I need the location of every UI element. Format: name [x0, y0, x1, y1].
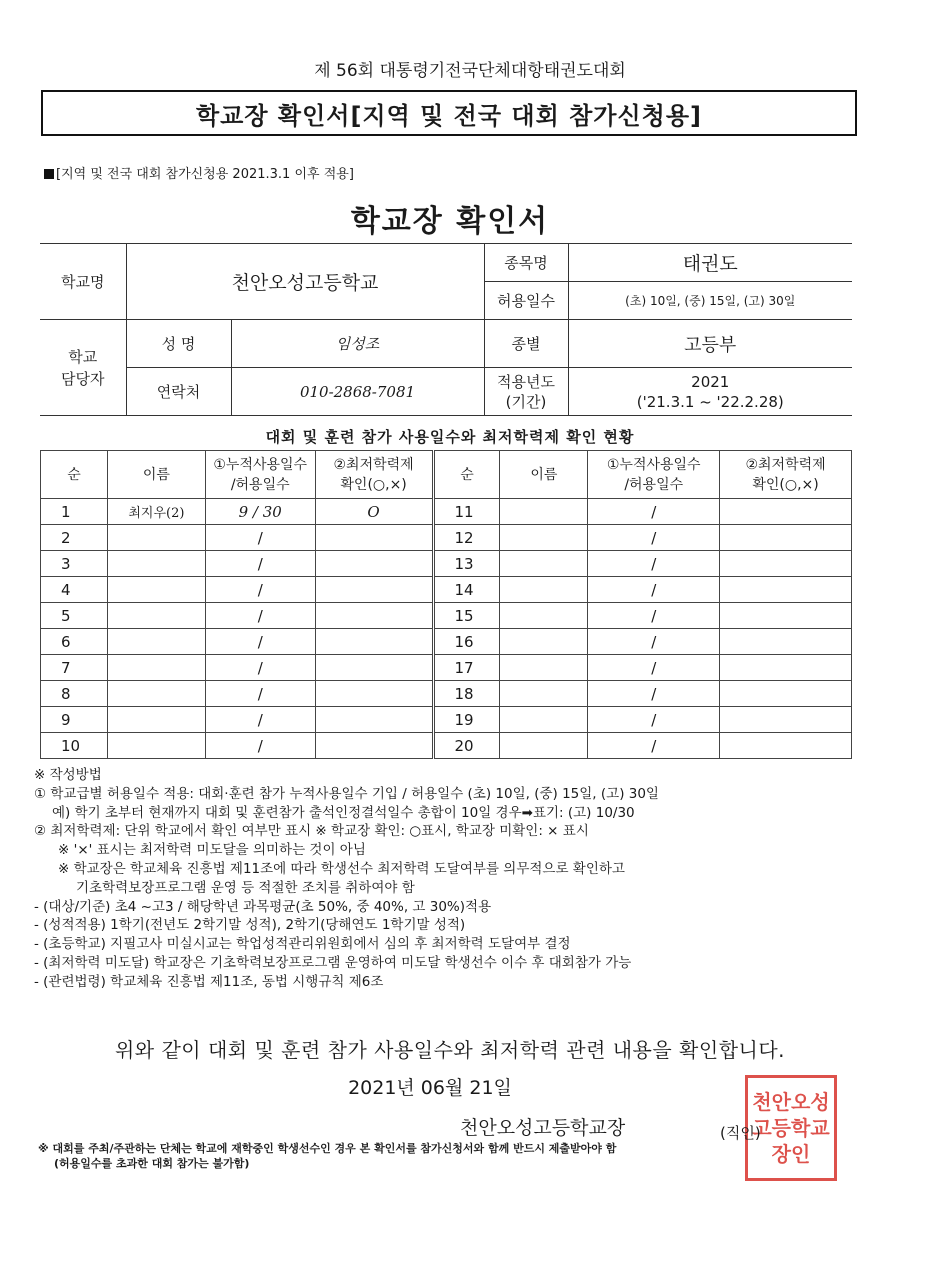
col-days-line1: ①누적사용일수 — [606, 456, 701, 473]
row-number: 9 — [41, 707, 108, 733]
manager-name-value: 임성조 — [231, 320, 484, 368]
usage-table-body — [41, 499, 852, 759]
school-seal-stamp: 천안오성 고등학교 장인 — [745, 1075, 837, 1181]
manager-label-line2: 담당자 — [61, 369, 105, 388]
student-name — [107, 733, 205, 759]
table-row — [41, 707, 852, 733]
academic-check — [315, 629, 433, 655]
col-check-line1: ②최저학력제 — [333, 456, 414, 473]
manager-label-line1: 학교 — [68, 347, 98, 366]
detail-elementary: - (초등학교) 지필고사 미실시교는 학업성적관리위원회에서 심의 후 최저학력 도달여부 결정 — [34, 936, 571, 953]
col-check-line2: 확인(○,×) — [752, 476, 819, 493]
academic-check — [720, 577, 852, 603]
days-used: / — [205, 707, 315, 733]
school-name-value: 천안오성고등학교 — [126, 244, 484, 320]
student-name — [500, 499, 588, 525]
col-days-left — [205, 451, 315, 499]
row-number: 20 — [433, 733, 500, 759]
student-name — [107, 525, 205, 551]
notice-label — [44, 163, 354, 182]
footer-line-1: ※ 대회를 주최/주관하는 단체는 학교에 재학중인 학생선수인 경우 본 확인서를 참가신청서와 함께 반드시 제출받아야 함 — [38, 1142, 617, 1155]
col-days-line1: ①누적사용일수 — [213, 456, 308, 473]
event-name: 제 56회 대통령기전국단체대항태권도대회 — [314, 61, 626, 81]
academic-check — [315, 681, 433, 707]
student-name — [500, 551, 588, 577]
days-used: / — [588, 629, 720, 655]
academic-check — [720, 681, 852, 707]
table-row — [41, 551, 852, 577]
student-name — [107, 707, 205, 733]
usage-table-heading: 대회 및 훈련 참가 사용일수와 최저학력제 확인 현황 — [265, 428, 635, 446]
student-name — [107, 655, 205, 681]
instructions-title: ※ 작성방법 — [34, 767, 102, 783]
row-number: 4 — [41, 577, 108, 603]
school-name-label: 학교명 — [40, 244, 126, 320]
col-no-left: 순 — [41, 451, 108, 499]
col-no-right: 순 — [433, 451, 500, 499]
student-name — [500, 629, 588, 655]
row-number: 18 — [433, 681, 500, 707]
applicable-year-value — [568, 368, 852, 416]
table-row — [41, 603, 852, 629]
division-value: 고등부 — [568, 320, 852, 368]
days-used: / — [588, 603, 720, 629]
row-number: 14 — [433, 577, 500, 603]
row-number: 2 — [41, 525, 108, 551]
allowed-days-label: 허용일수 — [484, 282, 568, 320]
detail-not-reached: - (최저학력 미도달) 학교장은 기초학력보장프로그램 운영하여 미도달 학생선수 이수 후 대회참가 가능 — [34, 954, 632, 971]
row-number: 10 — [41, 733, 108, 759]
row-number: 15 — [433, 603, 500, 629]
academic-check — [315, 733, 433, 759]
notice-text: [지역 및 전국 대회 참가신청용 2021.3.1 이후 적용] — [56, 167, 354, 182]
days-used: / — [588, 525, 720, 551]
detail-law: - (관련법령) 학교체육 진흥법 제11조, 동법 시행규칙 제6조 — [34, 973, 384, 990]
instruction-1-example: 예) 학기 초부터 현재까지 대회 및 훈련참가 출석인정결석일수 총합이 10일 경우➡표기: (고) 10/30 — [52, 804, 635, 821]
student-name — [500, 577, 588, 603]
seal-label: (직인) — [720, 1124, 761, 1142]
days-used: / — [205, 681, 315, 707]
col-days-line2: /허용일수 — [624, 476, 684, 493]
applicable-year-label — [484, 368, 568, 416]
days-used: / — [588, 499, 720, 525]
academic-check — [315, 707, 433, 733]
main-title: 학교장 확인서[지역 및 전국 대회 참가신청용] — [195, 101, 703, 130]
days-used: / — [588, 733, 720, 759]
student-name — [107, 603, 205, 629]
detail-target: - (대상/기준) 초4 ~고3 / 해당학년 과목평균(초 50%, 중 40%, 고 30%)적용 — [34, 898, 492, 915]
col-check-left — [315, 451, 433, 499]
contact-label: 연락처 — [126, 368, 231, 416]
manager-label — [40, 320, 126, 416]
days-used: / — [588, 551, 720, 577]
table-row — [41, 733, 852, 759]
instruction-note-principal-cont: 기초학력보장프로그램 운영 등 적절한 조치를 취하여야 함 — [76, 879, 415, 896]
row-number: 17 — [433, 655, 500, 681]
days-used: / — [588, 707, 720, 733]
academic-check — [720, 551, 852, 577]
row-number: 19 — [433, 707, 500, 733]
days-used: / — [588, 655, 720, 681]
detail-grades: - (성적적용) 1학기(전년도 2학기말 성적), 2학기(당해연도 1학기말 성적) — [34, 917, 466, 934]
student-name — [107, 551, 205, 577]
col-days-line2: /허용일수 — [230, 476, 290, 493]
academic-check — [315, 525, 433, 551]
contact-value: 010-2868-7081 — [231, 368, 484, 416]
division-label: 종별 — [484, 320, 568, 368]
row-number: 11 — [433, 499, 500, 525]
table-row — [41, 681, 852, 707]
table-row — [41, 629, 852, 655]
instruction-note-principal: ※ 학교장은 학교체육 진흥법 제11조에 따라 학생선수 최저학력 도달여부를 의무적으로 확인하고 — [58, 860, 625, 877]
academic-check: O — [315, 499, 433, 525]
row-number: 6 — [41, 629, 108, 655]
student-name — [500, 603, 588, 629]
year-value-line1: 2021 — [691, 372, 730, 391]
academic-check — [720, 629, 852, 655]
row-number: 13 — [433, 551, 500, 577]
academic-check — [720, 603, 852, 629]
table-row — [41, 525, 852, 551]
footer-note — [38, 1141, 858, 1171]
academic-check — [315, 577, 433, 603]
row-number: 7 — [41, 655, 108, 681]
student-name — [500, 733, 588, 759]
student-name — [500, 707, 588, 733]
academic-check — [720, 707, 852, 733]
sport-label: 종목명 — [484, 244, 568, 282]
student-name — [500, 655, 588, 681]
instruction-2: ② 최저학력제: 단위 학교에서 확인 여부만 표시 ※ 학교장 확인: ○표시, 학교장 미확인: × 표시 — [34, 823, 589, 840]
days-used: / — [205, 577, 315, 603]
row-number: 12 — [433, 525, 500, 551]
col-check-line2: 확인(○,×) — [340, 476, 407, 493]
academic-check — [720, 733, 852, 759]
days-used: / — [205, 603, 315, 629]
sport-value: 태권도 — [568, 244, 852, 282]
student-name — [107, 577, 205, 603]
table-row — [41, 655, 852, 681]
academic-check — [720, 655, 852, 681]
table-row — [41, 499, 852, 525]
col-check-right — [720, 451, 852, 499]
days-used: 9 / 30 — [205, 499, 315, 525]
student-name — [500, 525, 588, 551]
year-label-line2: (기간) — [505, 392, 547, 411]
table-row — [41, 577, 852, 603]
footer-line-2: (허용일수를 초과한 대회 참가는 불가함) — [54, 1157, 250, 1170]
col-name-left: 이름 — [107, 451, 205, 499]
usage-table-header — [41, 451, 852, 499]
school-info-table — [40, 243, 852, 416]
student-name — [107, 681, 205, 707]
academic-check — [720, 499, 852, 525]
row-number: 8 — [41, 681, 108, 707]
days-used: / — [588, 577, 720, 603]
days-used: / — [588, 681, 720, 707]
row-number: 5 — [41, 603, 108, 629]
row-number: 1 — [41, 499, 108, 525]
academic-check — [315, 603, 433, 629]
year-value-line2: ('21.3.1 ~ '22.2.28) — [636, 392, 784, 411]
col-name-right: 이름 — [500, 451, 588, 499]
certificate-title: 학교장 확인서 — [350, 204, 550, 239]
academic-check — [315, 551, 433, 577]
document-date: 2021년 06월 21일 — [348, 1077, 512, 1099]
year-label-line1: 적용년도 — [497, 372, 555, 391]
instructions — [34, 766, 854, 992]
days-used: / — [205, 525, 315, 551]
days-used: / — [205, 551, 315, 577]
col-check-line1: ②최저학력제 — [745, 456, 826, 473]
name-label: 성 명 — [126, 320, 231, 368]
days-used: / — [205, 655, 315, 681]
instruction-note-x: ※ '×' 표시는 최저학력 미도달을 의미하는 것이 아님 — [58, 842, 366, 859]
student-name — [107, 629, 205, 655]
instruction-1: ① 학교급별 허용일수 적용: 대회·훈련 참가 누적사용일수 기입 / 허용일수 (초) 10일, (중) 15일, (고) 30일 — [34, 785, 659, 802]
days-used: / — [205, 629, 315, 655]
col-days-right — [588, 451, 720, 499]
square-bullet-icon — [44, 169, 54, 179]
student-name — [500, 681, 588, 707]
row-number: 16 — [433, 629, 500, 655]
main-title-box — [41, 90, 857, 136]
academic-check — [315, 655, 433, 681]
principal-signature: 천안오성고등학교장 — [460, 1117, 626, 1139]
days-used: / — [205, 733, 315, 759]
row-number: 3 — [41, 551, 108, 577]
academic-check — [720, 525, 852, 551]
allowed-days-value: (초) 10일, (중) 15일, (고) 30일 — [568, 282, 852, 320]
usage-table — [40, 450, 852, 759]
confirmation-statement: 위와 같이 대회 및 훈련 참가 사용일수와 최저학력 관련 내용을 확인합니다. — [114, 1038, 786, 1062]
student-name: 최지우(2) — [107, 499, 205, 525]
